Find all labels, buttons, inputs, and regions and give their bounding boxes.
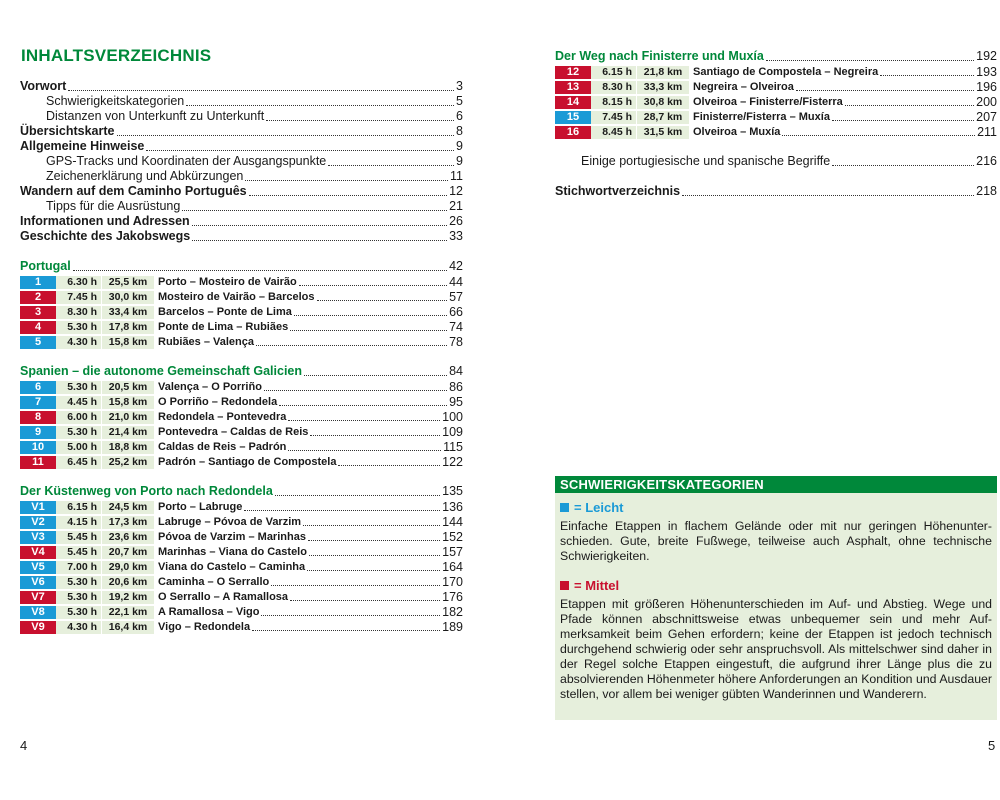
stage-time: 5.30 h — [56, 321, 101, 334]
stage-entry — [555, 95, 997, 109]
dot-leader — [288, 450, 441, 451]
stage-distance: 15,8 km — [102, 336, 154, 349]
stage-entry — [20, 620, 463, 634]
dot-leader — [186, 95, 454, 106]
stage-time: 5.00 h — [56, 441, 101, 454]
stage-page: 196 — [976, 80, 997, 94]
stage-entry — [20, 410, 463, 424]
stage-route: Barcelos – Ponte de Lima — [158, 306, 292, 318]
blue-square-icon — [560, 503, 569, 512]
toc-entry — [555, 154, 997, 169]
dot-leader — [271, 585, 440, 586]
stage-distance: 16,4 km — [102, 621, 154, 634]
dot-leader — [782, 135, 975, 136]
stage-time: 6.00 h — [56, 411, 101, 424]
stage-entry — [20, 605, 463, 619]
stage-distance: 21,0 km — [102, 411, 154, 424]
stage-time: 6.45 h — [56, 456, 101, 469]
stage-distance: 17,3 km — [102, 516, 154, 529]
stage-route: Marinhas – Viana do Castelo — [158, 546, 307, 558]
stage-time: 6.15 h — [591, 66, 636, 79]
difficulty-box-title: SCHWIERIGKEITSKATEGORIEN — [555, 476, 997, 493]
stage-number-badge: 4 — [20, 321, 56, 334]
dot-leader — [317, 300, 448, 301]
stage-route: Caminha – O Serrallo — [158, 576, 270, 588]
stage-time: 6.15 h — [56, 501, 101, 514]
toc-entry-page: 5 — [456, 94, 463, 108]
toc-entry — [20, 139, 463, 154]
dot-leader — [308, 540, 440, 541]
stage-entry — [20, 590, 463, 604]
stage-route: Rubiães – Valença — [158, 336, 254, 348]
stage-time: 4.15 h — [56, 516, 101, 529]
stage-page: 170 — [442, 575, 463, 589]
stage-page: 200 — [976, 95, 997, 109]
stage-number-badge: V8 — [20, 606, 56, 619]
toc-entry-page: 8 — [456, 124, 463, 138]
toc-entry-page: 11 — [450, 169, 463, 183]
toc-entry-page: 3 — [456, 79, 463, 93]
dot-leader — [192, 215, 447, 226]
stage-entry — [20, 320, 463, 334]
toc-entry-label: Wandern auf dem Caminho Português — [20, 184, 247, 198]
stage-distance: 28,7 km — [637, 111, 689, 124]
stage-distance: 33,4 km — [102, 306, 154, 319]
stage-time: 5.45 h — [56, 531, 101, 544]
dot-leader — [299, 285, 447, 286]
stage-entry — [20, 560, 463, 574]
toc-entry — [20, 94, 463, 109]
stage-page: 86 — [449, 380, 463, 394]
page-title: INHALTSVERZEICHNIS — [21, 46, 212, 65]
stage-number-badge: V6 — [20, 576, 56, 589]
dot-leader — [192, 230, 447, 241]
stage-time: 8.30 h — [591, 81, 636, 94]
stage-distance: 29,0 km — [102, 561, 154, 574]
easy-category-text: Einfache Etappen in flachem Gelände oder mit nur geringen Höhenunterschieden. Gute, breite Fußwege, teilweise auch Asphalt, ohne technische Schwierigkeiten. — [560, 519, 992, 563]
stage-number-badge: 6 — [20, 381, 56, 394]
dot-leader — [279, 405, 447, 406]
toc-entry-page: 12 — [449, 184, 463, 198]
stage-page: 57 — [449, 290, 463, 304]
dot-leader — [796, 90, 974, 91]
toc-entry — [20, 79, 463, 94]
stage-route: Redondela – Pontevedra — [158, 411, 287, 423]
toc-entry — [555, 49, 997, 64]
stage-page: 193 — [976, 65, 997, 79]
stage-route: O Porriño – Redondela — [158, 396, 278, 408]
stage-distance: 21,8 km — [637, 66, 689, 79]
stage-time: 5.30 h — [56, 591, 101, 604]
dot-leader — [256, 345, 447, 346]
dot-leader — [294, 315, 447, 316]
stage-page: 144 — [442, 515, 463, 529]
stage-time: 4.45 h — [56, 396, 101, 409]
toc-entry-page: 33 — [449, 229, 463, 243]
stage-time: 5.30 h — [56, 576, 101, 589]
dot-leader — [290, 330, 447, 331]
toc-entry-label: Spanien – die autonome Gemeinschaft Galicien — [20, 364, 303, 378]
dot-leader — [146, 140, 454, 151]
toc-entry-page: 135 — [442, 484, 463, 498]
stage-time: 8.30 h — [56, 306, 101, 319]
toc-entry-label: Der Weg nach Finisterre und Muxía — [555, 49, 764, 63]
toc-entry-label: Allgemeine Hinweise — [20, 139, 145, 153]
stage-route: Vigo – Redondela — [158, 621, 251, 633]
stage-entry — [20, 395, 463, 409]
toc-entry-label: Geschichte des Jakobswegs — [20, 229, 191, 243]
difficulty-categories-box — [555, 476, 997, 720]
stage-distance: 25,5 km — [102, 276, 154, 289]
toc-entry-label: Der Küstenweg von Porto nach Redondela — [20, 484, 273, 498]
stage-entry — [20, 275, 463, 289]
stage-entry — [555, 110, 997, 124]
stage-entry — [20, 575, 463, 589]
stage-page: 74 — [449, 320, 463, 334]
stage-entry — [555, 125, 997, 139]
stage-time: 7.00 h — [56, 561, 101, 574]
dot-leader — [288, 420, 440, 421]
dot-leader — [261, 615, 440, 616]
stage-number-badge: 11 — [20, 456, 56, 469]
stage-number-badge: V1 — [20, 501, 56, 514]
stage-route: Olveiroa – Muxía — [693, 126, 781, 138]
stage-entry — [555, 65, 997, 79]
dot-leader — [880, 75, 974, 76]
toc-entry-page: 84 — [449, 364, 463, 378]
toc-entry — [20, 184, 463, 199]
stage-entry — [20, 380, 463, 394]
toc-entry-label: Stichwortverzeichnis — [555, 184, 681, 198]
toc-entry — [20, 484, 463, 499]
stage-entry — [20, 305, 463, 319]
toc-entry-label: Distanzen von Unterkunft zu Unterkunft — [46, 109, 265, 123]
medium-category-label — [560, 578, 619, 593]
stage-number-badge: V2 — [20, 516, 56, 529]
stage-route: Negreira – Olveiroa — [693, 81, 794, 93]
dot-leader — [249, 185, 447, 196]
stage-route: Labruge – Póvoa de Varzim — [158, 516, 302, 528]
stage-number-badge: 9 — [20, 426, 56, 439]
stage-page: 100 — [442, 410, 463, 424]
stage-time: 5.30 h — [56, 606, 101, 619]
stage-entry — [20, 440, 463, 454]
toc-entry-label: Tipps für die Ausrüstung — [46, 199, 181, 213]
toc-entry-page: 192 — [976, 49, 997, 63]
dot-leader — [264, 390, 447, 391]
stage-number-badge: 12 — [555, 66, 591, 79]
stage-page: 164 — [442, 560, 463, 574]
dot-leader — [304, 365, 447, 376]
stage-time: 8.45 h — [591, 126, 636, 139]
stage-route: A Ramallosa – Vigo — [158, 606, 260, 618]
stage-distance: 19,2 km — [102, 591, 154, 604]
stage-distance: 17,8 km — [102, 321, 154, 334]
stage-page: 189 — [442, 620, 463, 634]
stage-entry — [20, 545, 463, 559]
stage-entry — [20, 455, 463, 469]
stage-distance: 24,5 km — [102, 501, 154, 514]
stage-number-badge: 7 — [20, 396, 56, 409]
stage-route: Viana do Castelo – Caminha — [158, 561, 306, 573]
dot-leader — [252, 630, 440, 631]
toc-entry-label: Zeichenerklärung und Abkürzungen — [46, 169, 244, 183]
dot-leader — [303, 525, 440, 526]
stage-page: 182 — [442, 605, 463, 619]
stage-distance: 20,7 km — [102, 546, 154, 559]
stage-route: O Serrallo – A Ramallosa — [158, 591, 289, 603]
stage-page: 44 — [449, 275, 463, 289]
toc-entry-label: Portugal — [20, 259, 71, 273]
page-number-left: 4 — [20, 738, 28, 753]
stage-number-badge: 2 — [20, 291, 56, 304]
stage-number-badge: V5 — [20, 561, 56, 574]
stage-route: Pontevedra – Caldas de Reis — [158, 426, 309, 438]
stage-distance: 21,4 km — [102, 426, 154, 439]
stage-route: Porto – Mosteiro de Vairão — [158, 276, 297, 288]
toc-entry-page: 216 — [976, 154, 997, 168]
toc-entry — [20, 109, 463, 124]
red-square-icon — [560, 581, 569, 590]
stage-route: Mosteiro de Vairão – Barcelos — [158, 291, 315, 303]
stage-time: 7.45 h — [56, 291, 101, 304]
stage-page: 176 — [442, 590, 463, 604]
stage-route: Ponte de Lima – Rubiães — [158, 321, 289, 333]
stage-number-badge: 1 — [20, 276, 56, 289]
stage-page: 109 — [442, 425, 463, 439]
easy-category-label — [560, 500, 624, 515]
toc-entry-page: 42 — [449, 259, 463, 273]
dot-leader — [266, 110, 454, 121]
toc-entry-page: 9 — [456, 139, 463, 153]
toc-entry-page: 26 — [449, 214, 463, 228]
dot-leader — [244, 510, 440, 511]
dot-leader — [275, 485, 440, 496]
stage-distance: 22,1 km — [102, 606, 154, 619]
toc-entry-page: 21 — [449, 199, 463, 213]
stage-time: 8.15 h — [591, 96, 636, 109]
stage-distance: 18,8 km — [102, 441, 154, 454]
toc-entry-page: 6 — [456, 109, 463, 123]
medium-label-text: = Mittel — [574, 578, 620, 593]
dot-leader — [310, 435, 440, 436]
stage-page: 211 — [977, 125, 997, 139]
stage-route: Porto – Labruge — [158, 501, 243, 513]
toc-entry — [20, 259, 463, 274]
dot-leader — [328, 155, 454, 166]
stage-number-badge: 3 — [20, 306, 56, 319]
stage-distance: 23,6 km — [102, 531, 154, 544]
dot-leader — [290, 600, 440, 601]
stage-time: 6.30 h — [56, 276, 101, 289]
stage-number-badge: 15 — [555, 111, 591, 124]
stage-route: Caldas de Reis – Padrón — [158, 441, 287, 453]
stage-number-badge: 8 — [20, 411, 56, 424]
stage-time: 4.30 h — [56, 336, 101, 349]
toc-entry-label: Übersichtskarte — [20, 124, 115, 138]
dot-leader — [117, 125, 455, 136]
stage-entry — [20, 290, 463, 304]
toc-entry-label: Informationen und Adressen — [20, 214, 190, 228]
dot-leader — [73, 260, 447, 271]
stage-time: 5.30 h — [56, 381, 101, 394]
toc-entry-label: Einige portugiesische und spanische Begriffe — [581, 154, 831, 168]
stage-distance: 25,2 km — [102, 456, 154, 469]
stage-page: 95 — [449, 395, 463, 409]
stage-number-badge: V3 — [20, 531, 56, 544]
stage-number-badge: 13 — [555, 81, 591, 94]
stage-page: 207 — [976, 110, 997, 124]
dot-leader — [832, 120, 974, 121]
stage-distance: 20,6 km — [102, 576, 154, 589]
dot-leader — [307, 570, 440, 571]
stage-number-badge: 16 — [555, 126, 591, 139]
dot-leader — [845, 105, 974, 106]
stage-page: 66 — [449, 305, 463, 319]
toc-entry — [20, 154, 463, 169]
stage-entry — [20, 515, 463, 529]
stage-route: Valença – O Porriño — [158, 381, 262, 393]
stage-distance: 31,5 km — [637, 126, 689, 139]
stage-entry — [20, 335, 463, 349]
stage-number-badge: 14 — [555, 96, 591, 109]
dot-leader — [182, 200, 447, 211]
stage-number-badge: 5 — [20, 336, 56, 349]
stage-number-badge: V7 — [20, 591, 56, 604]
stage-route: Finisterre/Fisterra – Muxía — [693, 111, 830, 123]
stage-time: 7.45 h — [591, 111, 636, 124]
page-number-right: 5 — [988, 738, 996, 753]
toc-entry — [20, 364, 463, 379]
stage-page: 152 — [442, 530, 463, 544]
stage-distance: 30,8 km — [637, 96, 689, 109]
stage-page: 115 — [443, 440, 463, 454]
stage-distance: 15,8 km — [102, 396, 154, 409]
dot-leader — [245, 170, 448, 181]
dot-leader — [338, 465, 440, 466]
stage-distance: 33,3 km — [637, 81, 689, 94]
stage-time: 5.30 h — [56, 426, 101, 439]
stage-distance: 20,5 km — [102, 381, 154, 394]
stage-entry — [20, 425, 463, 439]
toc-entry — [555, 184, 997, 199]
stage-page: 157 — [442, 545, 463, 559]
stage-time: 4.30 h — [56, 621, 101, 634]
toc-entry-label: GPS-Tracks und Koordinaten der Ausgangspunkte — [46, 154, 327, 168]
toc-entry-label: Vorwort — [20, 79, 67, 93]
stage-route: Póvoa de Varzim – Marinhas — [158, 531, 306, 543]
stage-time: 5.45 h — [56, 546, 101, 559]
stage-number-badge: V9 — [20, 621, 56, 634]
toc-entry — [20, 169, 463, 184]
stage-route: Santiago de Compostela – Negreira — [693, 66, 879, 78]
stage-entry — [555, 80, 997, 94]
stage-page: 136 — [442, 500, 463, 514]
easy-label-text: = Leicht — [574, 500, 624, 515]
stage-number-badge: V4 — [20, 546, 56, 559]
stage-entry — [20, 530, 463, 544]
toc-entry-label: Schwierigkeitskategorien — [46, 94, 185, 108]
toc-entry — [20, 214, 463, 229]
toc-entry — [20, 229, 463, 244]
stage-distance: 30,0 km — [102, 291, 154, 304]
toc-entry — [20, 199, 463, 214]
toc-entry-page: 9 — [456, 154, 463, 168]
stage-entry — [20, 500, 463, 514]
stage-page: 78 — [449, 335, 463, 349]
dot-leader — [682, 185, 974, 196]
dot-leader — [832, 155, 974, 166]
stage-number-badge: 10 — [20, 441, 56, 454]
stage-route: Olveiroa – Finisterre/Fisterra — [693, 96, 843, 108]
toc-entry — [20, 124, 463, 139]
stage-page: 122 — [442, 455, 463, 469]
dot-leader — [309, 555, 440, 556]
dot-leader — [68, 80, 454, 91]
stage-route: Padrón – Santiago de Compostela — [158, 456, 337, 468]
dot-leader — [766, 50, 974, 61]
toc-entry-page: 218 — [976, 184, 997, 198]
medium-category-text: Etappen mit größeren Höhenunterschieden im Auf- und Abstieg. Wege und Pfade können abschnittsweise etwas unbequemer sein und mehr Aufmerksamkeit beim Gehen erfordern; keine der Etappen ist jedoch technisch durchgehend schwierig oder sehr anspruchsvoll. Als mittelschwer sind daher in der Regel solche Etappen eingestuft, die aufgrund ihrer Länge plus die zu absolvierenden Höhenmeter höhere Anforderungen an Kondition und Ausdauer stellen, vor allem bei weniger gübten Wanderinnen und Wanderern. — [560, 597, 992, 701]
